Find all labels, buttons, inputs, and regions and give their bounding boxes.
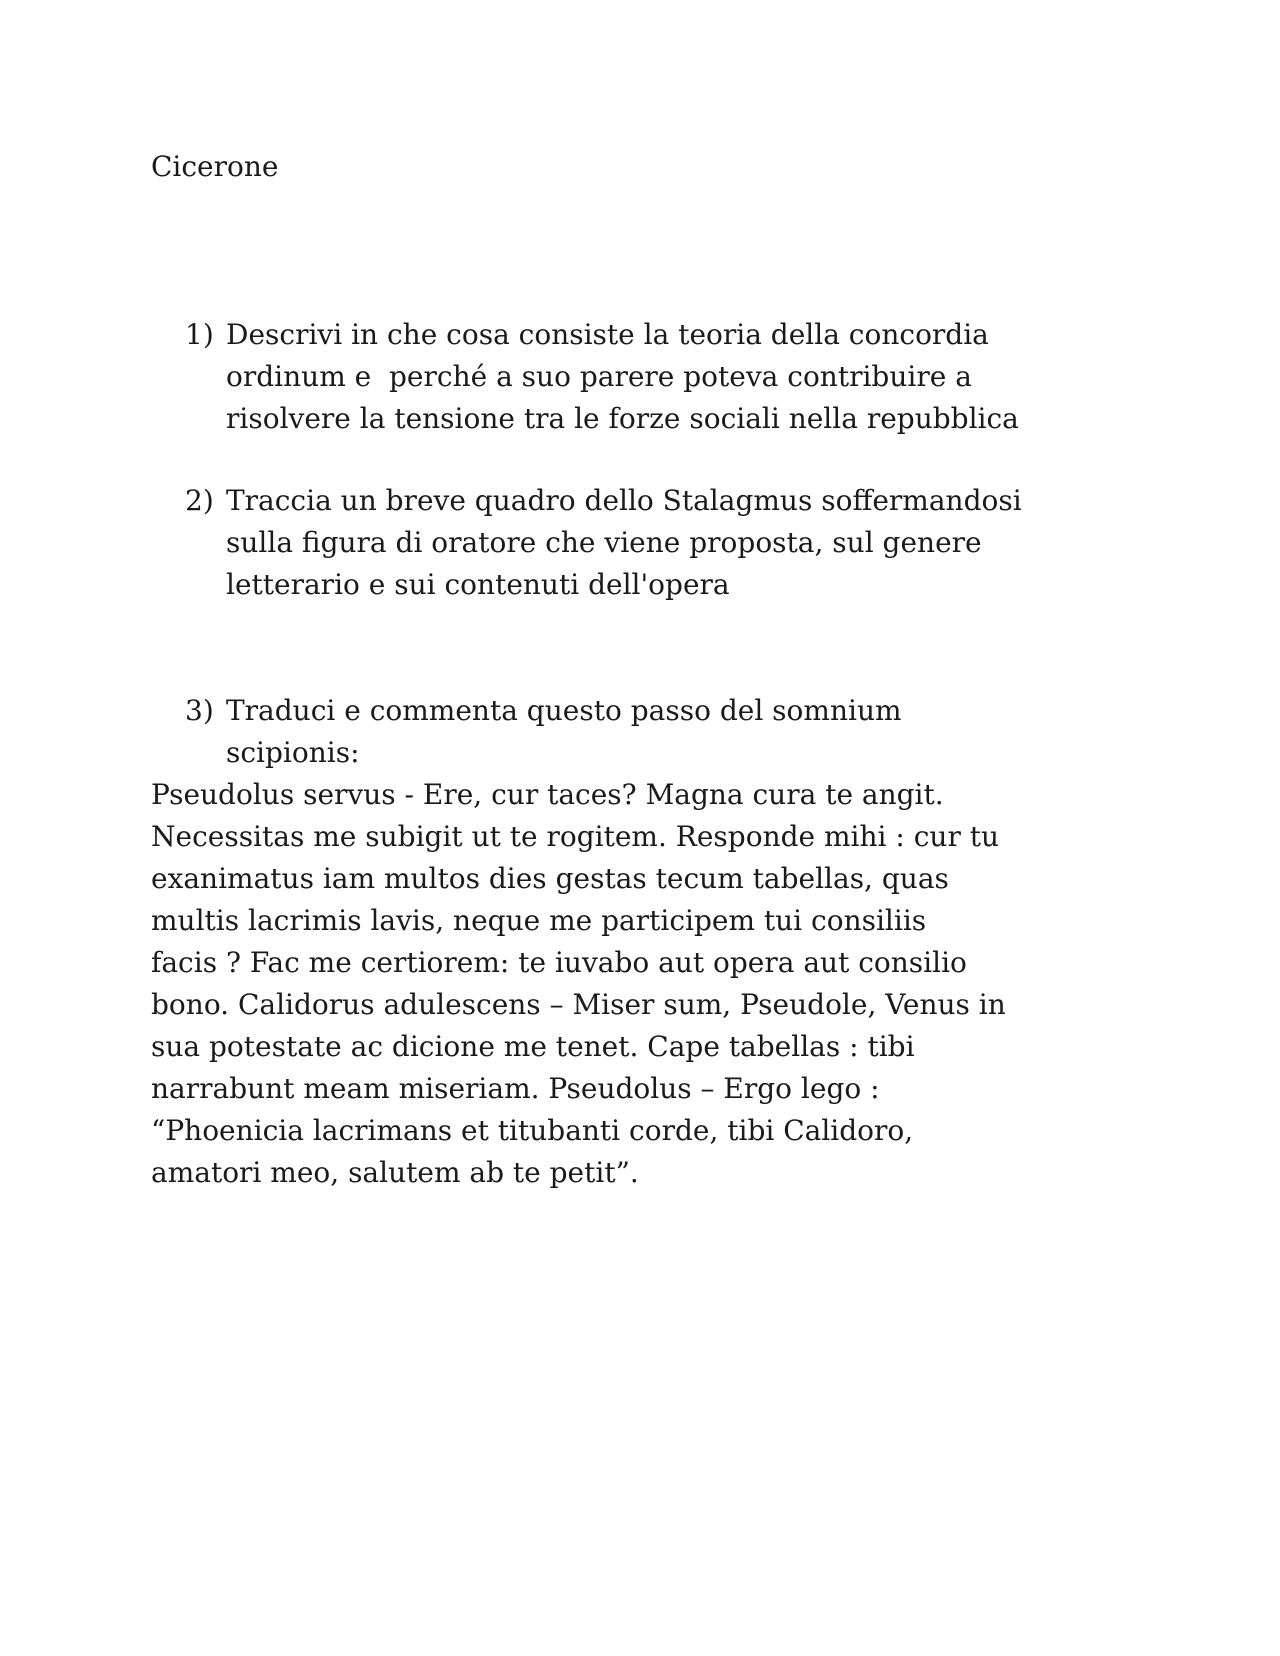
question-line: Descrivi in che cosa consiste la teoria della concordia xyxy=(226,318,989,351)
question-line: risolvere la tensione tra le forze sociali nella repubblica xyxy=(226,402,1019,435)
question-line: ordinum e perché a suo parere poteva contribuire a xyxy=(226,360,972,393)
question-line: Traccia un breve quadro dello Stalagmus soffermandosi xyxy=(226,484,1022,517)
question-line: scipionis: xyxy=(226,736,360,769)
question-line: sulla figura di oratore che viene proposta, sul genere xyxy=(226,526,982,559)
passage-line: amatori meo, salutem ab te petit”. xyxy=(151,1156,639,1189)
question-text xyxy=(226,314,1156,440)
question-number: 3) xyxy=(185,694,214,727)
passage-line: multis lacrimis lavis, neque me participem tui consiliis xyxy=(151,904,927,937)
question-line: letterario e sui contenuti dell'opera xyxy=(226,568,730,601)
passage-line: narrabunt meam miseriam. Pseudolus – Ergo lego : xyxy=(151,1072,880,1105)
passage-line: exanimatus iam multos dies gestas tecum tabellas, quas xyxy=(151,862,949,895)
passage-line: “Phoenicia lacrimans et titubanti corde, tibi Calidoro, xyxy=(151,1114,914,1147)
question-line: Traduci e commenta questo passo del somnium xyxy=(226,694,902,727)
passage-line: Pseudolus servus - Ere, cur taces? Magna cura te angit. xyxy=(151,778,944,811)
document-title: Cicerone xyxy=(151,150,279,183)
question-number: 1) xyxy=(185,318,214,351)
passage-line: sua potestate ac dicione me tenet. Cape tabellas : tibi xyxy=(151,1030,915,1063)
question-number: 2) xyxy=(185,484,214,517)
passage-line: Necessitas me subigit ut te rogitem. Responde mihi : cur tu xyxy=(151,820,1000,853)
passage-line: bono. Calidorus adulescens – Miser sum, Pseudole, Venus in xyxy=(151,988,1006,1021)
passage-line: facis ? Fac me certiorem: te iuvabo aut opera aut consilio xyxy=(151,946,967,979)
latin-passage xyxy=(151,774,1151,1194)
question-text xyxy=(226,690,1156,774)
question-text xyxy=(226,480,1156,606)
